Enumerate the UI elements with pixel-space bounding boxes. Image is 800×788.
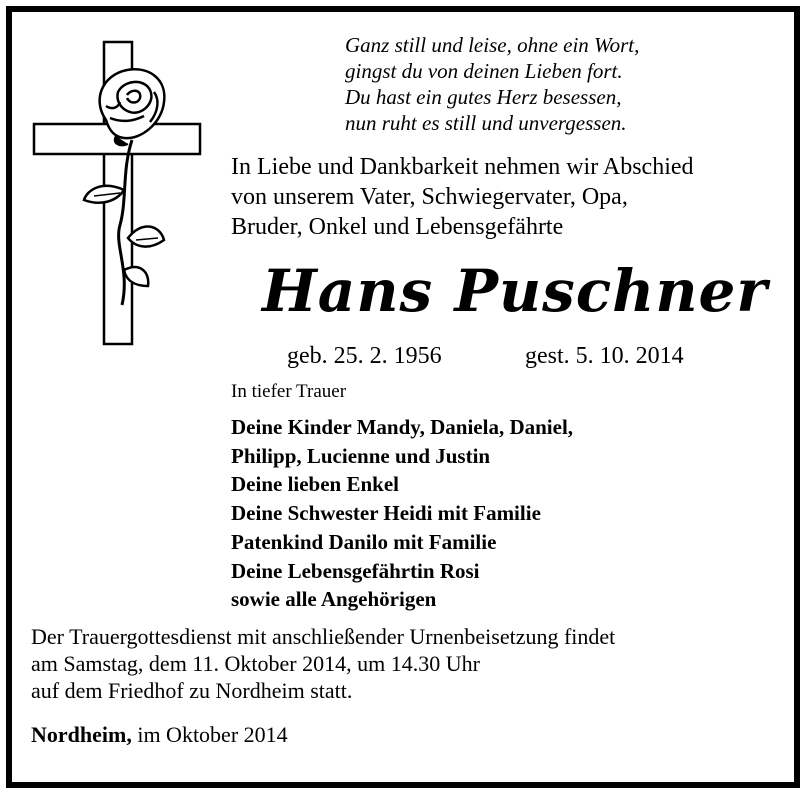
deceased-name: Hans Puschner bbox=[262, 257, 768, 325]
birth-date: geb. 25. 2. 1956 bbox=[287, 343, 442, 369]
mourner-line: Patenkind Danilo mit Familie bbox=[231, 529, 497, 554]
farewell-intro bbox=[231, 152, 694, 242]
poem-line: Du hast ein gutes Herz besessen, bbox=[345, 85, 622, 109]
intro-line: In Liebe und Dankbarkeit nehmen wir Abschied bbox=[231, 154, 694, 180]
service-line: Der Trauergottesdienst mit anschließender Urnenbeisetzung findet bbox=[31, 624, 616, 649]
intro-line: Bruder, Onkel und Lebensgefährte bbox=[231, 214, 564, 240]
place-town: Nordheim, bbox=[31, 722, 132, 747]
cross-with-rose-icon bbox=[32, 40, 202, 350]
mourner-line: sowie alle Angehörigen bbox=[231, 587, 437, 612]
poem-verse bbox=[345, 32, 639, 136]
death-date: gest. 5. 10. 2014 bbox=[525, 343, 684, 369]
mourner-line: Deine Lebensgefährtin Rosi bbox=[231, 558, 480, 583]
place-and-date bbox=[31, 721, 288, 748]
poem-line: Ganz still und leise, ohne ein Wort, bbox=[345, 33, 640, 57]
mourner-line: Deine lieben Enkel bbox=[231, 472, 400, 497]
mourner-line: Deine Kinder Mandy, Daniela, Daniel, bbox=[231, 415, 574, 439]
service-line: am Samstag, dem 11. Oktober 2014, um 14.30 Uhr bbox=[31, 651, 480, 676]
funeral-service-info bbox=[31, 623, 615, 704]
poem-line: nun ruht es still und unvergessen. bbox=[345, 111, 627, 135]
mourner-line: Deine Schwester Heidi mit Familie bbox=[231, 501, 541, 526]
mourner-line: Philipp, Lucienne und Justin bbox=[231, 443, 491, 468]
intro-line: von unserem Vater, Schwiegervater, Opa, bbox=[231, 184, 628, 210]
place-date: im Oktober 2014 bbox=[137, 722, 288, 747]
poem-line: gingst du von deinen Lieben fort. bbox=[345, 59, 623, 83]
service-line: auf dem Friedhof zu Nordheim statt. bbox=[31, 678, 353, 703]
mourners-list bbox=[231, 413, 573, 614]
mourning-label: In tiefer Trauer bbox=[231, 381, 347, 402]
